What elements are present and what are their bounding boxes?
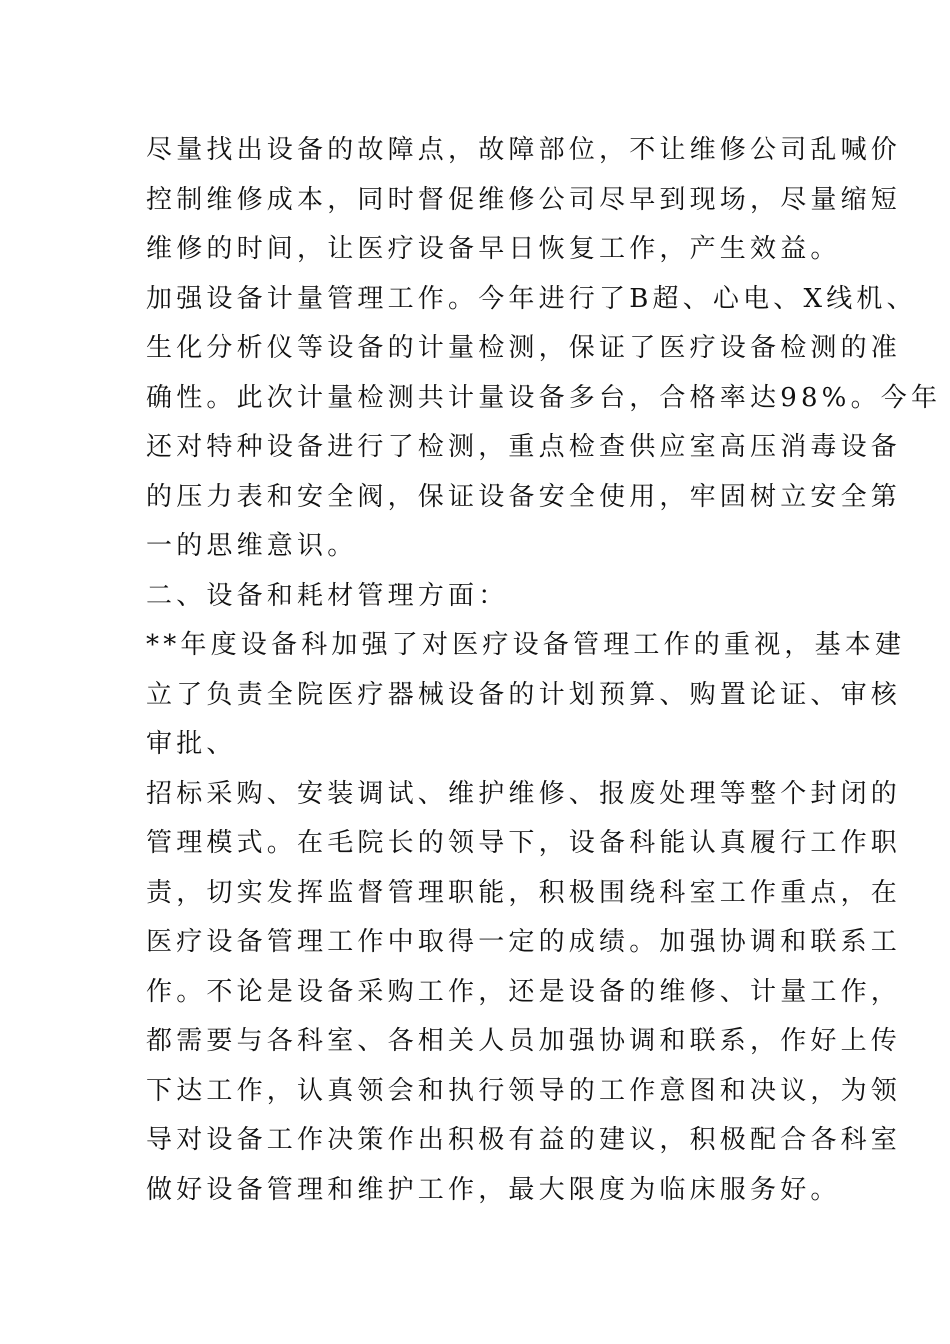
text-line: 审批、 [146,729,237,759]
text-line: **年度设备科加强了对医疗设备管理工作的重视，基本建 [146,630,906,660]
text-line: 确性。此次计量检测共计量设备多台，合格率达98%。今年 [146,382,942,413]
text-line: 维修的时间，让医疗设备早日恢复工作，产生效益。 [146,234,841,264]
text-line: 加强设备计量管理工作。今年进行了B超、心电、X线机、 [146,283,917,314]
text-line: 做好设备管理和维护工作，最大限度为临床服务好。 [146,1174,841,1205]
text-line: 还对特种设备进行了检测，重点检查供应室高压消毒设备 [146,432,902,462]
text-line: 招标采购、安装调试、维护维修、报废处理等整个封闭的 [146,778,902,809]
text-line: 下达工作，认真领会和执行领导的工作意图和决议，为领 [146,1075,902,1106]
text-line: 责，切实发挥监督管理职能，积极围绕科室工作重点，在 [146,877,902,908]
text-line: 生化分析仪等设备的计量检测，保证了医疗设备检测的准 [146,333,902,363]
text-line: 作。不论是设备采购工作，还是设备的维修、计量工作， [146,976,902,1007]
document-body [146,126,942,1215]
text-line: 管理模式。在毛院长的领导下，设备科能认真履行工作职 [146,828,902,858]
text-line: 立了负责全院医疗器械设备的计划预算、购置论证、审核 [146,679,902,710]
text-line: 一的思维意识。 [146,531,358,561]
text-line: 尽量找出设备的故障点，故障部位，不让维修公司乱喊价 [146,135,902,165]
text-line: 控制维修成本，同时督促维修公司尽早到现场，尽量缩短 [146,184,902,215]
text-line: 的压力表和安全阀，保证设备安全使用，牢固树立安全第 [146,481,902,512]
text-line: 都需要与各科室、各相关人员加强协调和联系，作好上传 [146,1026,902,1056]
section-heading: 二、设备和耗材管理方面： [146,580,509,611]
text-line: 导对设备工作决策作出积极有益的建议，积极配合各科室 [146,1125,902,1155]
text-line: 医疗设备管理工作中取得一定的成绩。加强协调和联系工 [146,927,902,957]
